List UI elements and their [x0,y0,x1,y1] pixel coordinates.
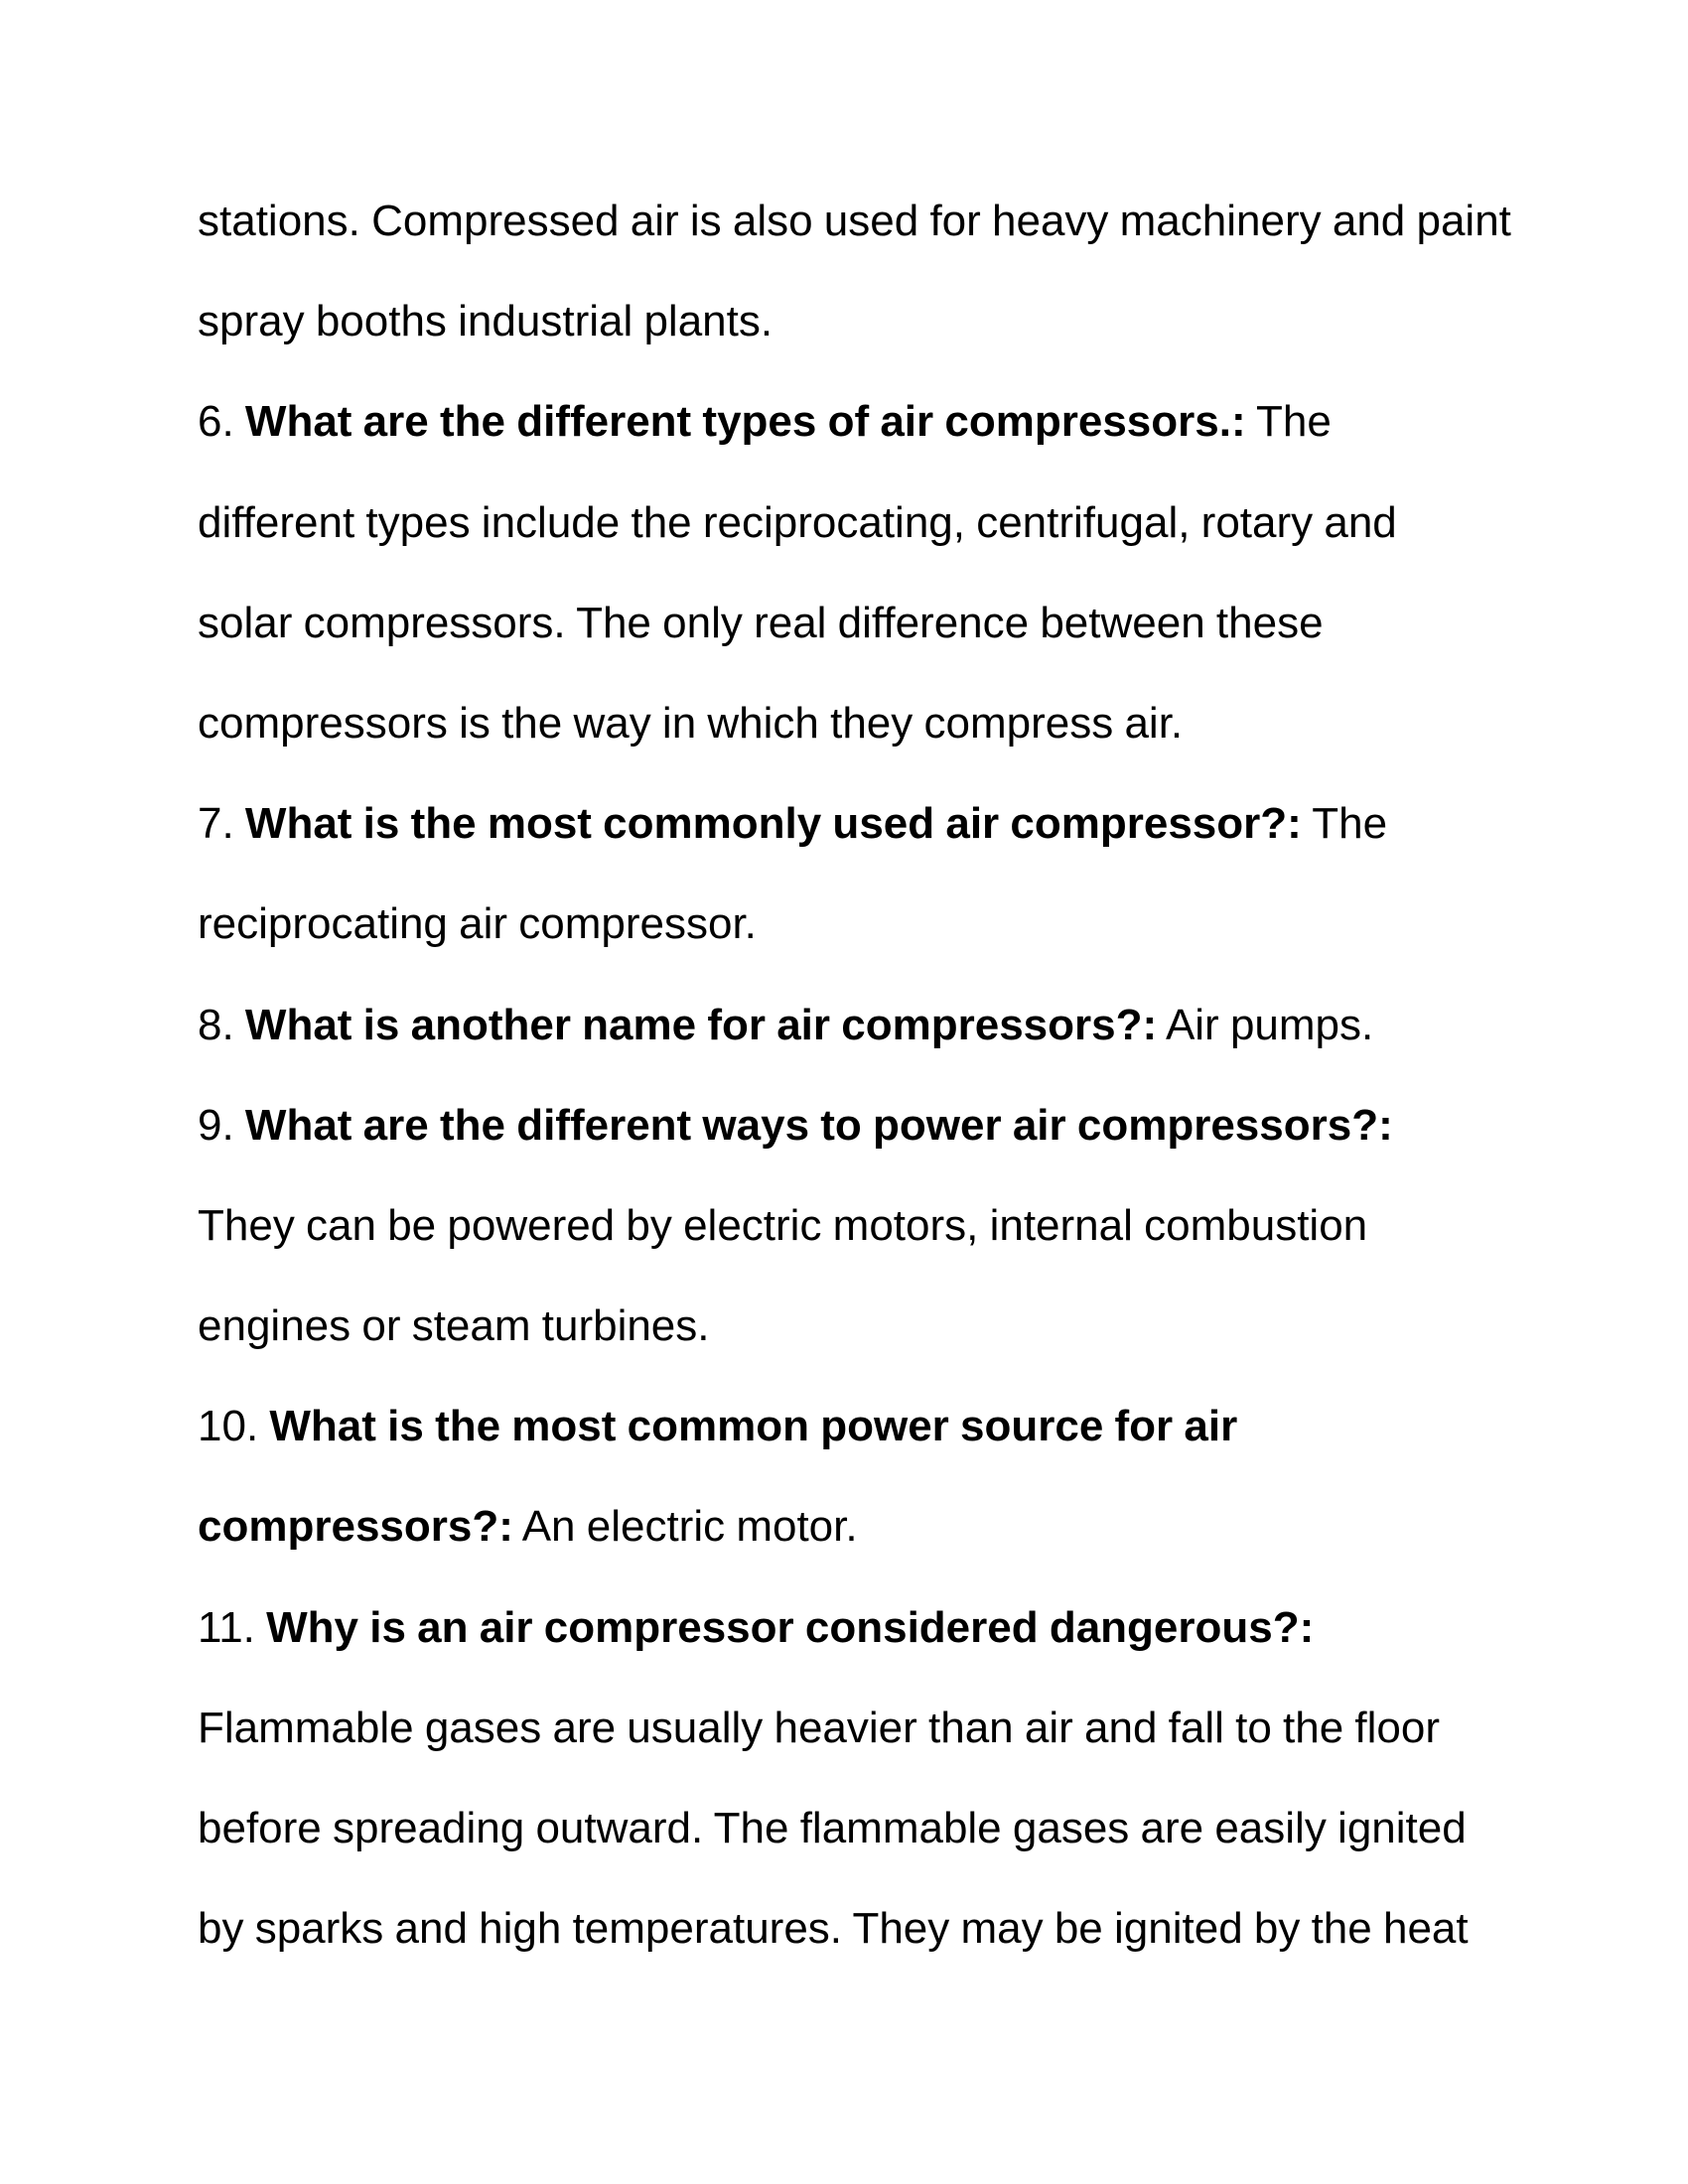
text-line [198,271,1588,371]
text-line [198,1175,1588,1276]
answer-text: The [1301,799,1388,849]
answer-text: engines or steam turbines. [198,1301,710,1351]
text-line [198,573,1588,673]
answer-text: They can be powered by electric motors, internal combustion [198,1200,1368,1250]
text-line [198,1878,1588,1979]
text-line [198,171,1588,271]
document-page [198,171,1588,1979]
answer-text: An electric motor. [512,1502,858,1552]
text-line [198,874,1588,974]
item-number: 9. [198,1100,245,1150]
item-number: 10. [198,1402,270,1451]
question-text: Why is an air compressor considered dangerous?: [266,1602,1315,1652]
answer-text: Flammable gases are usually heavier than air and fall to the floor [198,1703,1441,1752]
question-text: What is the most common power source for air [269,1402,1238,1451]
question-11 [198,1577,1588,1678]
answer-text: before spreading outward. The flammable gases are easily ignited [198,1804,1467,1852]
item-number: 6. [198,397,245,447]
question-text: What is the most commonly used air compressor?: [244,799,1302,849]
item-number: 7. [198,799,245,849]
question-text: What are the different types of air compressors.: [244,397,1246,447]
text-line [198,1276,1588,1376]
question-text: What is another name for air compressors?: [244,1000,1158,1049]
answer-text: reciprocating air compressor. [198,899,757,949]
question-9 [198,1075,1588,1175]
text-line [198,673,1588,773]
text-line [198,1476,1588,1576]
text-line [198,1678,1588,1778]
answer-text: by sparks and high temperatures. They may be ignited by the heat [198,1904,1469,1954]
answer-text: The [1245,397,1332,447]
body-text: spray booths industrial plants. [198,297,774,346]
answer-text: compressors is the way in which they compress air. [198,698,1184,748]
answer-text: Air pumps. [1157,1000,1374,1049]
text-line [198,1778,1588,1878]
item-number: 11. [198,1602,267,1652]
question-7 [198,773,1588,874]
answer-text: different types include the reciprocating, centrifugal, rotary and [198,497,1397,547]
question-10 [198,1376,1588,1476]
question-text: What are the different ways to power air compressors?: [244,1100,1393,1150]
question-8 [198,975,1588,1075]
answer-text: solar compressors. The only real difference between these [198,598,1324,647]
question-text: compressors?: [198,1502,513,1552]
item-number: 8. [198,1000,245,1049]
text-line [198,473,1588,573]
question-6 [198,371,1588,472]
body-text: stations. Compressed air is also used for heavy machinery and paint [198,197,1511,245]
